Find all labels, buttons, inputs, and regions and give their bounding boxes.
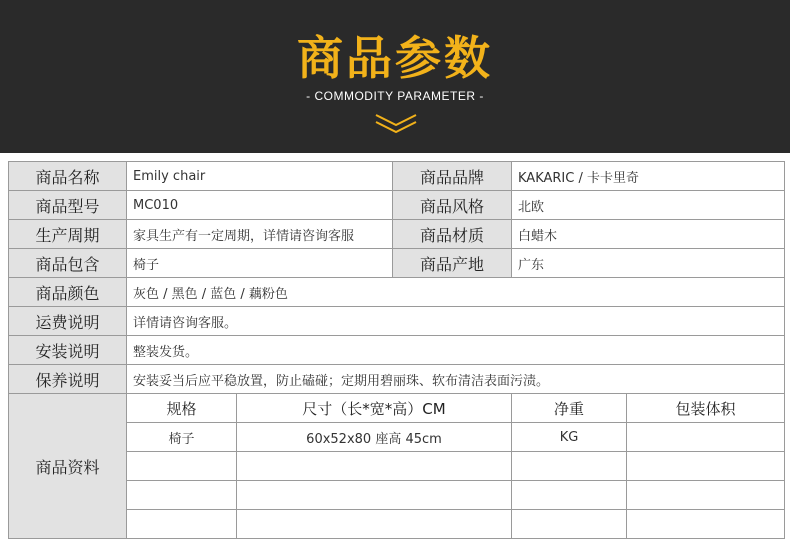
header-banner <box>0 0 790 153</box>
brand-label: 商品品牌 <box>393 162 512 191</box>
spec-cell <box>127 481 237 510</box>
data-label: 商品资料 <box>9 394 127 539</box>
shipping-value: 详情请咨询客服。 <box>127 307 785 336</box>
page-subtitle: - COMMODITY PARAMETER - <box>306 89 484 103</box>
parameter-table <box>8 161 785 539</box>
shipping-label: 运费说明 <box>9 307 127 336</box>
care-label: 保养说明 <box>9 365 127 394</box>
weight-cell <box>512 510 627 539</box>
size-cell <box>237 452 512 481</box>
volume-cell <box>627 510 785 539</box>
table-row <box>9 278 785 307</box>
size-cell <box>237 510 512 539</box>
name-label: 商品名称 <box>9 162 127 191</box>
weight-header: 净重 <box>512 394 627 423</box>
cycle-value: 家具生产有一定周期，详情请咨询客服 <box>127 220 393 249</box>
install-value: 整装发货。 <box>127 336 785 365</box>
package-label: 商品包含 <box>9 249 127 278</box>
model-value: MC010 <box>127 191 393 220</box>
table-row <box>9 162 785 191</box>
page-title: 商品参数 <box>297 31 493 85</box>
origin-label: 商品产地 <box>393 249 512 278</box>
model-label: 商品型号 <box>9 191 127 220</box>
color-value: 灰色 / 黑色 / 蓝色 / 藕粉色 <box>127 278 785 307</box>
color-label: 商品颜色 <box>9 278 127 307</box>
care-value: 安装妥当后应平稳放置，防止磕碰；定期用碧丽珠、软布清洁表面污渍。 <box>127 365 785 394</box>
table-row <box>9 249 785 278</box>
spec-cell <box>127 510 237 539</box>
material-value: 白蜡木 <box>512 220 785 249</box>
spec-cell: 椅子 <box>127 423 237 452</box>
name-value: Emily chair <box>127 162 393 191</box>
size-cell <box>237 481 512 510</box>
spec-header: 规格 <box>127 394 237 423</box>
volume-cell <box>627 452 785 481</box>
weight-cell: KG <box>512 423 627 452</box>
style-label: 商品风格 <box>393 191 512 220</box>
double-chevron-down-icon <box>374 112 418 134</box>
material-label: 商品材质 <box>393 220 512 249</box>
table-row <box>9 191 785 220</box>
brand-value: KAKARIC / 卡卡里奇 <box>512 162 785 191</box>
spec-cell <box>127 452 237 481</box>
volume-cell <box>627 423 785 452</box>
package-value: 椅子 <box>127 249 393 278</box>
table-row <box>9 307 785 336</box>
volume-cell <box>627 481 785 510</box>
install-label: 安装说明 <box>9 336 127 365</box>
style-value: 北欧 <box>512 191 785 220</box>
size-header: 尺寸（长*宽*高）CM <box>237 394 512 423</box>
table-row <box>9 365 785 394</box>
weight-cell <box>512 481 627 510</box>
volume-header: 包装体积 <box>627 394 785 423</box>
table-row <box>9 394 785 423</box>
size-cell: 60x52x80 座高 45cm <box>237 423 512 452</box>
weight-cell <box>512 452 627 481</box>
cycle-label: 生产周期 <box>9 220 127 249</box>
origin-value: 广东 <box>512 249 785 278</box>
table-row <box>9 336 785 365</box>
table-row <box>9 220 785 249</box>
